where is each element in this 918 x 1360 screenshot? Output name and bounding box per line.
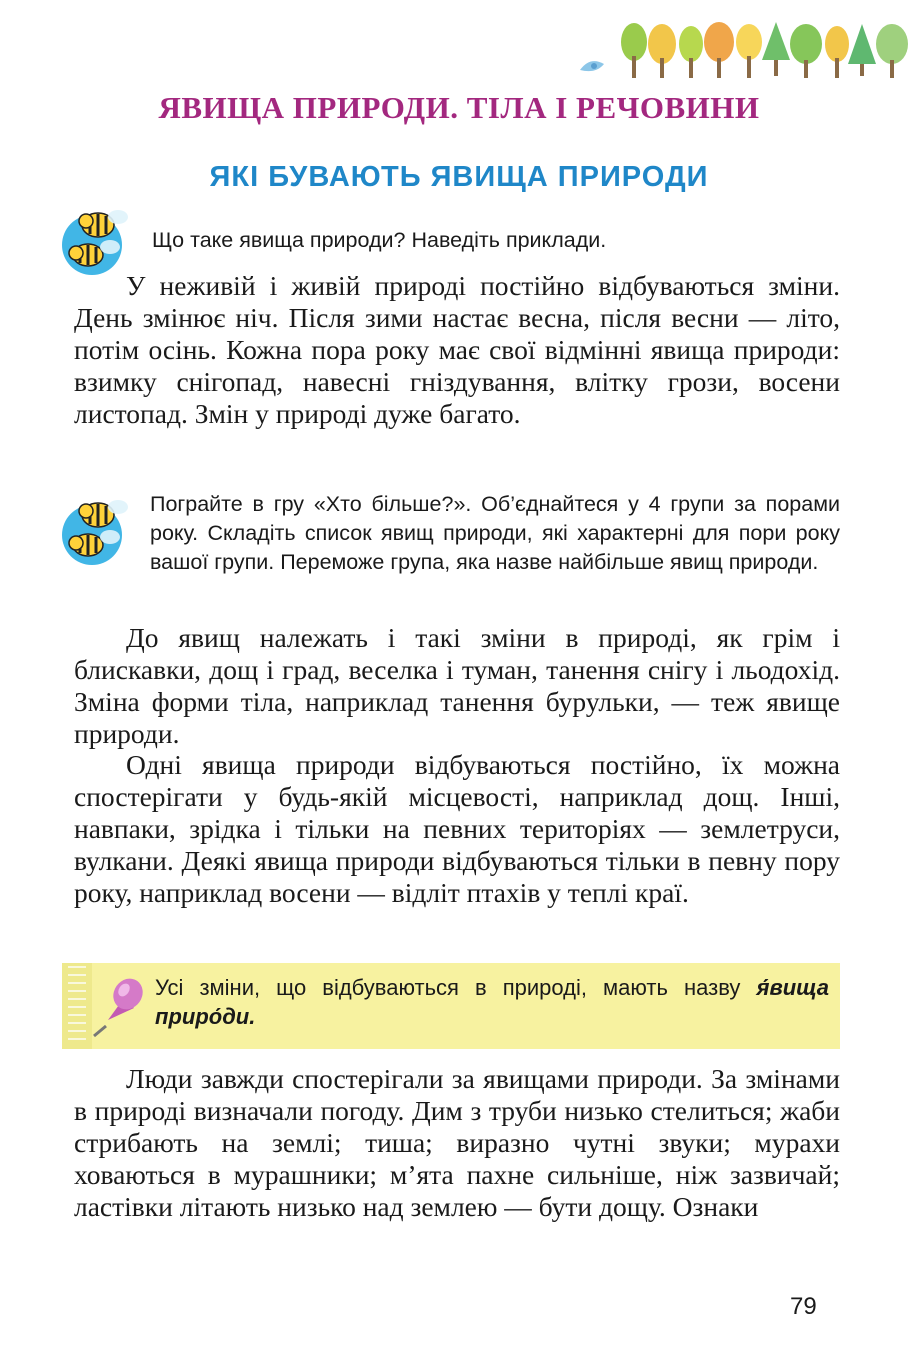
bees-icon [58, 493, 134, 565]
bees-icon [58, 203, 134, 275]
task-question: Що таке явища природи? Наведіть приклади. [152, 228, 607, 252]
trees-decoration-icon [572, 20, 918, 82]
paragraph: Одні явища природи відбуваються постійно, їх можна спостерігати у будь-якій місцевості, наприклад дощ. Інші, навпаки, зрідка і тільки на певних територіях — землетруси, вулкани. Деякі явища природи відбуваються тільки в певну пору року, наприклад восени — відліт птахів у теплі краї. [74, 749, 840, 908]
paragraph: У неживій і живій природі постійно відбуваються зміни. День змінює ніч. Після зими настає весна, після весни — літо, потім осінь. Кожна пора року має свої відмінні явища природи: взимку снігопад, навесні гніздування, влітку грози, восени листопад. Змін у природі дуже багато. [74, 270, 840, 429]
rule-term: я́вища приро́ди. [155, 975, 829, 1029]
page-number: 79 [790, 1293, 817, 1320]
paragraph: Люди завжди спостерігали за явищами природи. За змінами в природі визначали погоду. Дим з труби низько стелиться; жаби стрибають на землі; тиша; виразно чутні звуки; мурахи ховаються в мурашники; м’ята пахне сильніше, ніж зазвичай; ластівки літають низько над землею — бути дощу. Ознаки [74, 1063, 840, 1222]
pushpin-icon [88, 968, 148, 1038]
page-title: ЯВИЩА ПРИРОДИ. ТІЛА І РЕЧОВИНИ [158, 90, 760, 125]
rule-definition: Усі зміни, що відбуваються в природі, мають назву я́вища приро́ди. [155, 975, 829, 1029]
paragraph: До явищ належать і такі зміни в природі, як грім і блискавки, дощ і град, веселка і туман, танення снігу і льодохід. Зміна форми тіла, наприклад танення бурульки, — теж явище природи. [74, 622, 840, 749]
section-title: ЯКІ БУВАЮТЬ ЯВИЩА ПРИРОДИ [209, 161, 709, 193]
task-game: Пограйте в гру «Хто більше?». Об’єднайтеся у 4 групи за порами року. Складіть список явищ природи, які характерні для пори року вашої групи. Переможе група, яка назве найбільше явищ природи. [150, 492, 840, 574]
